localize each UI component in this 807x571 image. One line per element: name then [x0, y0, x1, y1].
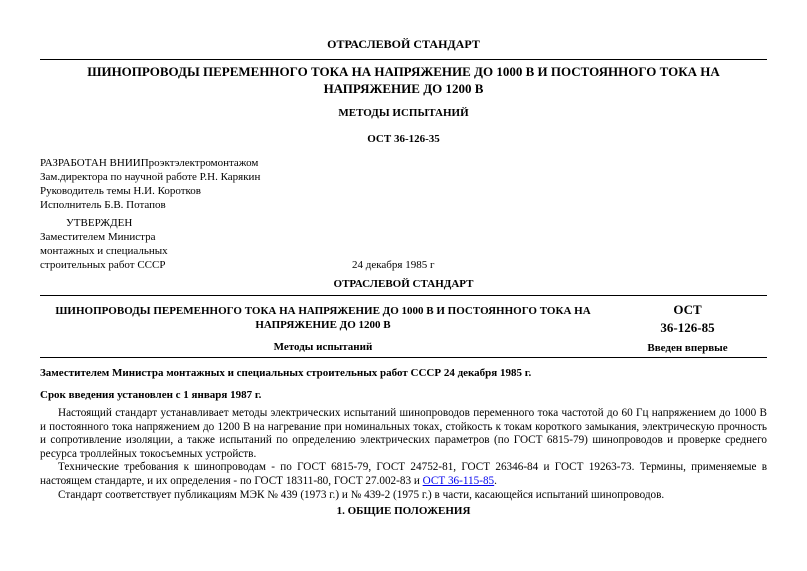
section-1-heading: 1. ОБЩИЕ ПОЛОЖЕНИЯ: [336, 505, 471, 517]
approved-line: Заместителем Министра монтажных и специальных строительных работ СССР 24 декабря 1985 г.: [40, 367, 532, 379]
developers-line: РАЗРАБОТАН ВНИИПроэктэлектромонтажом: [40, 157, 259, 169]
paragraph-requirements: [40, 461, 767, 488]
body-text: [40, 407, 767, 502]
approval-line: Заместителем Министра: [40, 231, 156, 243]
developers-line: Исполнитель Б.В. Потапов: [40, 199, 166, 211]
paragraph-iec: Стандарт соответствует публикациям МЭК № 439 (1973 г.) и № 439-2 (1975 г.) в части, касающейся испытаний шинопроводов.: [58, 488, 665, 501]
approval-line: строительных работ СССР: [40, 259, 166, 271]
approval-title: УТВЕРЖДЕН: [66, 217, 133, 229]
header-title: ШИНОПРОВОДЫ ПЕРЕМЕННОГО ТОКА НА НАПРЯЖЕНИЕ ДО 1000 В И ПОСТОЯННОГО ТОКА НА НАПРЯЖЕНИЕ ДО 1200 В: [55, 305, 591, 331]
header-ost-number: 36-126-85: [660, 320, 715, 335]
header-standard-label: ОТРАСЛЕВОЙ СТАНДАРТ: [333, 278, 474, 290]
ost-36-115-85-link[interactable]: ОСТ 36-115-85: [422, 474, 495, 487]
approval-block: [40, 230, 168, 272]
header-bottom-divider: [40, 357, 767, 358]
header-divider: [40, 295, 767, 296]
header-introduced: Введен впервые: [647, 342, 728, 354]
developers-block: [40, 156, 260, 212]
top-title: ШИНОПРОВОДЫ ПЕРЕМЕННОГО ТОКА НА НАПРЯЖЕНИЕ ДО 1000 В И ПОСТОЯННОГО ТОКА НА НАПРЯЖЕНИЕ ДО 1200 В: [87, 64, 720, 96]
header-ost-label: ОСТ: [673, 302, 702, 317]
paragraph-requirements-text: Технические требования к шинопроводам - по ГОСТ 6815-79, ГОСТ 24752-81, ГОСТ 26346-84 и ГОСТ 19263-73. Термины, применяемые в настоящем стандарте, и их определения - по ГОСТ 18311-80, ГОСТ 27.002-83 и: [40, 461, 767, 487]
developers-line: Руководитель темы Н.И. Коротков: [40, 185, 201, 197]
top-code: ОСТ 36-126-35: [367, 133, 440, 145]
top-divider: [40, 59, 767, 60]
paragraph-scope: Настоящий стандарт устанавливает методы электрических испытаний шинопроводов переменного тока частотой до 60 Гц напряжением до 1000 В и постоянного тока напряжением до 1200 В на нагревание при номинальных токах, стойкость к токам короткого замыкания, электрическую прочность и сопротивление изоляции, а также испытаний по определению электрических параметров (по ГОСТ 6815-79) шинопроводов и проверке среднего ресурса троллейных токосъемных устройств.: [40, 407, 767, 460]
approval-line: монтажных и специальных: [40, 245, 168, 257]
developers-line: Зам.директора по научной работе Р.Н. Карякин: [40, 171, 261, 183]
paragraph-requirements-end: .: [494, 474, 497, 487]
approval-date: 24 декабря 1985 г: [352, 259, 435, 271]
top-standard-label: ОТРАСЛЕВОЙ СТАНДАРТ: [327, 37, 480, 51]
effective-line: Срок введения установлен с 1 января 1987 г.: [40, 389, 262, 401]
top-subtitle: МЕТОДЫ ИСПЫТАНИЙ: [338, 107, 469, 119]
header-methods: Методы испытаний: [273, 341, 373, 353]
